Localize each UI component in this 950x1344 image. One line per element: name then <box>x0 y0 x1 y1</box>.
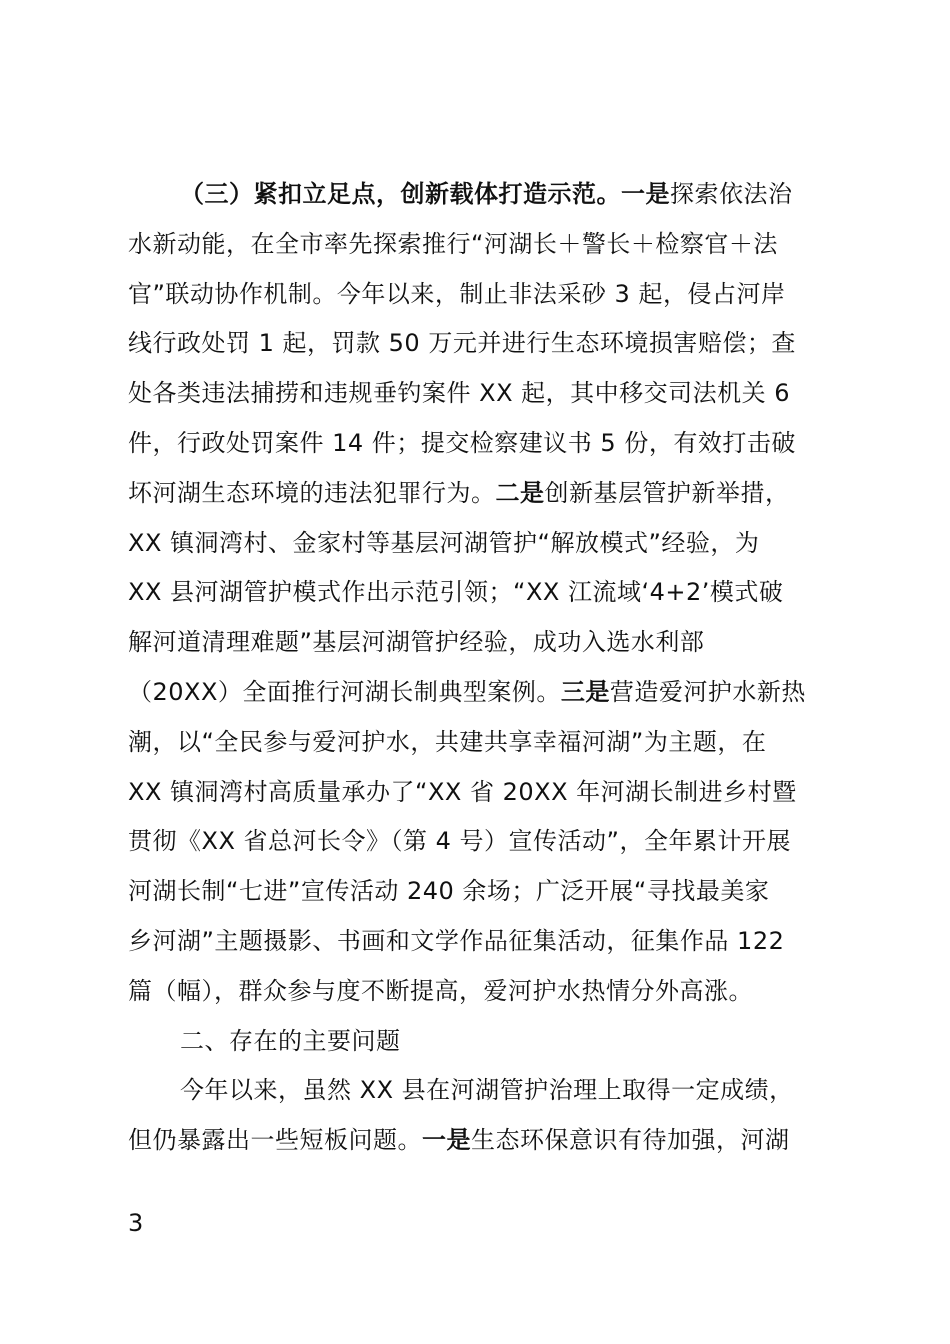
page-number: 3 <box>128 1209 144 1237</box>
text-run: XX 县河湖管护模式作出示范引领；“XX 江流域‘4+2’模式破 <box>128 578 784 607</box>
text-run: 潮，以“全民参与爱河护水，共建共享幸福河湖”为主题，在 <box>128 727 767 756</box>
text-run: XX 镇洞湾村、金家村等基层河湖管护“解放模式”经验，为 <box>128 528 760 557</box>
text-run: 篇（幅），群众参与度不断提高，爱河护水热情分外高涨。 <box>128 976 753 1005</box>
text-line <box>128 867 834 917</box>
text-line <box>128 170 834 220</box>
text-run: 坏河湖生态环境的违法犯罪行为。 <box>128 478 496 507</box>
text-run: 件，行政处罚案件 14 件；提交检察建议书 5 份，有效打击破 <box>128 428 796 457</box>
text-line <box>128 768 834 818</box>
text-run: 贯彻《XX 省总河长令》（第 4 号）宣传活动”，全年累计开展 <box>128 827 791 856</box>
text-line <box>128 817 834 867</box>
bold-text-run: （三）紧扣立足点，创新载体打造示范。 <box>180 180 621 208</box>
text-line <box>128 1066 834 1116</box>
text-line <box>128 469 834 519</box>
text-run: （20XX）全面推行河湖长制典型案例。 <box>128 677 561 706</box>
text-line <box>128 618 834 668</box>
text-line <box>128 967 834 1017</box>
text-run: 今年以来，虽然 XX 县在河湖管护治理上取得一定成绩， <box>180 1076 794 1105</box>
text-line <box>128 369 834 419</box>
text-line <box>128 319 834 369</box>
text-line <box>128 270 834 320</box>
text-line <box>128 1017 834 1067</box>
text-line <box>128 1116 834 1166</box>
text-run: XX 镇洞湾村高质量承办了“XX 省 20XX 年河湖长制进乡村暨 <box>128 777 797 806</box>
text-run: 但仍暴露出一些短板问题。 <box>128 1126 422 1155</box>
text-run: 官”联动协作机制。今年以来，制止非法采砂 3 起，侵占河岸 <box>128 279 786 308</box>
bold-text-run: 二是 <box>495 478 545 507</box>
text-line <box>128 718 834 768</box>
document-body <box>128 170 834 1166</box>
text-run: 线行政处罚 1 起，罚款 50 万元并进行生态环境损害赔偿；查 <box>128 329 796 358</box>
text-run: 生态环保意识有待加强，河湖 <box>471 1126 790 1155</box>
text-run: 探索依法治 <box>670 180 793 208</box>
text-run: 解河道清理难题”基层河湖管护经验，成功入选水利部 <box>128 628 705 657</box>
text-line <box>128 519 834 569</box>
text-run: 水新动能，在全市率先探索推行“河湖长＋警长＋检察官＋法 <box>128 229 778 258</box>
text-line <box>128 668 834 718</box>
text-line <box>128 917 834 967</box>
text-run: 创新基层管护新举措， <box>544 478 790 507</box>
text-line <box>128 419 834 469</box>
text-run: 二、存在的主要问题 <box>180 1026 401 1055</box>
bold-text-run: 三是 <box>560 677 610 706</box>
text-run: 处各类违法捕捞和违规垂钓案件 XX 起，其中移交司法机关 6 <box>128 379 791 408</box>
bold-text-run: 一是 <box>621 180 670 208</box>
text-line <box>128 568 834 618</box>
text-run: 河湖长制“七进”宣传活动 240 余场；广泛开展“寻找最美家 <box>128 877 770 906</box>
text-run: 乡河湖”主题摄影、书画和文学作品征集活动，征集作品 122 <box>128 926 785 955</box>
text-line <box>128 220 834 270</box>
bold-text-run: 一是 <box>422 1126 471 1155</box>
text-run: 营造爱河护水新热 <box>609 677 806 706</box>
